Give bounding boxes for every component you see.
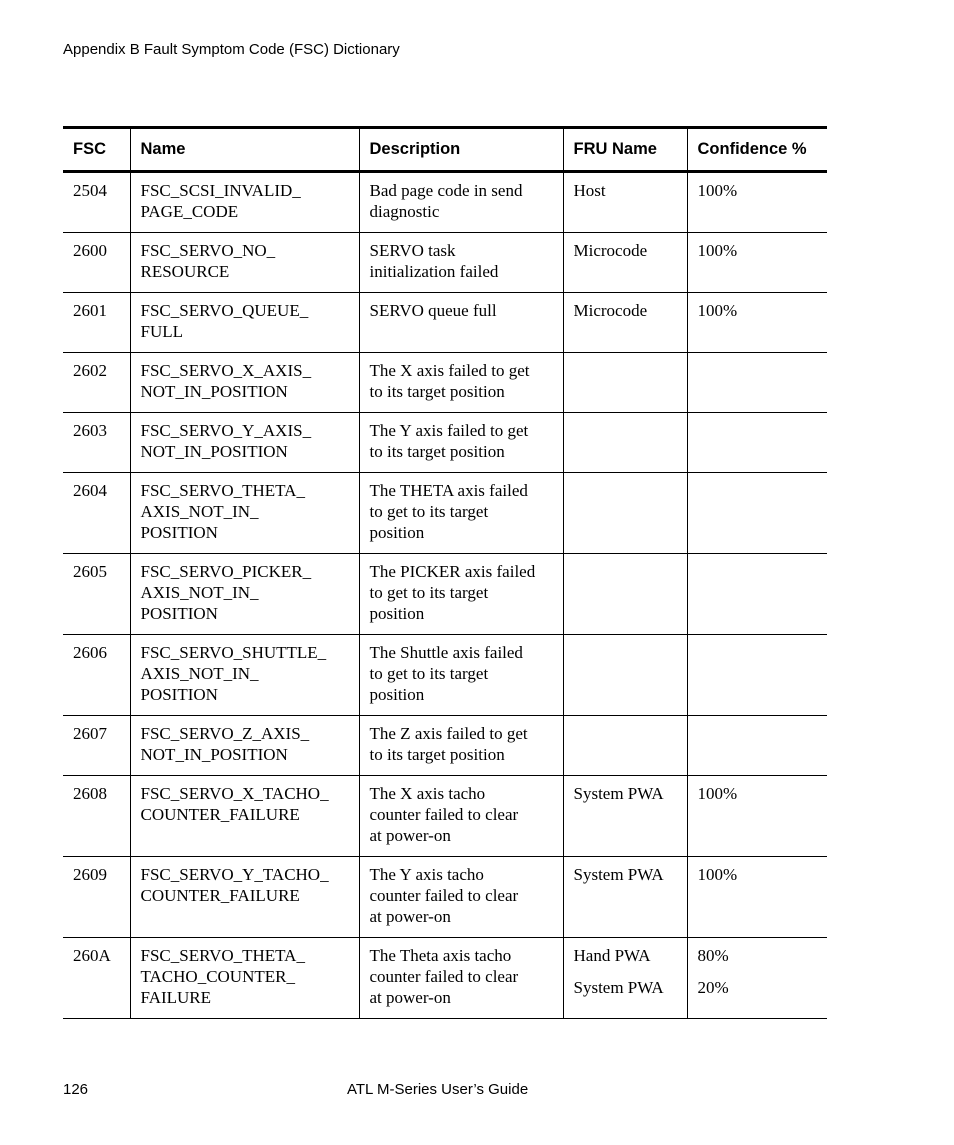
cell-fsc: 2606 bbox=[63, 635, 130, 716]
table-row bbox=[63, 293, 827, 353]
column-header-confidence: Confidence % bbox=[687, 128, 827, 172]
name-line: FSC_SERVO_THETA_ bbox=[140, 946, 305, 965]
cell-confidence bbox=[687, 554, 827, 635]
confidence-value: 100% bbox=[697, 301, 738, 320]
page-number: 126 bbox=[63, 1081, 89, 1098]
cell-name bbox=[130, 938, 359, 1019]
description-line: Bad page code in send bbox=[369, 181, 523, 200]
cell-description bbox=[359, 635, 563, 716]
confidence-value: 20% bbox=[697, 978, 729, 997]
cell-description bbox=[359, 857, 563, 938]
cell-fru-name bbox=[563, 473, 687, 554]
cell-fsc: 2605 bbox=[63, 554, 130, 635]
confidence-value: 100% bbox=[697, 865, 738, 884]
name-line: RESOURCE bbox=[140, 262, 230, 281]
description-line: to get to its target bbox=[369, 583, 489, 602]
cell-fru-name bbox=[563, 413, 687, 473]
description-line: The Shuttle axis failed bbox=[369, 643, 523, 662]
column-header-name: Name bbox=[130, 128, 359, 172]
cell-name bbox=[130, 353, 359, 413]
name-line: POSITION bbox=[140, 685, 218, 704]
name-line: AXIS_NOT_IN_ bbox=[140, 502, 259, 521]
cell-description bbox=[359, 473, 563, 554]
table-row bbox=[63, 473, 827, 554]
name-line: FSC_SERVO_Y_AXIS_ bbox=[140, 421, 312, 440]
cell-confidence bbox=[687, 716, 827, 776]
confidence-value: 100% bbox=[697, 241, 738, 260]
description-line: counter failed to clear bbox=[369, 805, 519, 824]
cell-confidence bbox=[687, 293, 827, 353]
description-line: position bbox=[369, 523, 425, 542]
cell-description bbox=[359, 716, 563, 776]
description-line: at power-on bbox=[369, 826, 451, 845]
footer-title: ATL M-Series User’s Guide bbox=[347, 1081, 529, 1098]
table-row bbox=[63, 233, 827, 293]
name-line: FSC_SERVO_NO_ bbox=[140, 241, 276, 260]
name-line: FULL bbox=[140, 322, 183, 341]
cell-name bbox=[130, 233, 359, 293]
cell-name bbox=[130, 716, 359, 776]
table-row bbox=[63, 554, 827, 635]
description-line: counter failed to clear bbox=[369, 886, 519, 905]
description-line: The X axis tacho bbox=[369, 784, 486, 803]
description-line: The Y axis failed to get bbox=[369, 421, 529, 440]
description-line: position bbox=[369, 604, 425, 623]
description-line: The PICKER axis failed bbox=[369, 562, 536, 581]
cell-description bbox=[359, 293, 563, 353]
description-line: The Z axis failed to get bbox=[369, 724, 528, 743]
name-line: PAGE_CODE bbox=[140, 202, 239, 221]
description-line: The Y axis tacho bbox=[369, 865, 484, 884]
name-line: FSC_SERVO_PICKER_ bbox=[140, 562, 312, 581]
name-line: FSC_SERVO_X_AXIS_ bbox=[140, 361, 312, 380]
column-header-fsc: FSC bbox=[73, 140, 106, 158]
name-line: FSC_SERVO_SHUTTLE_ bbox=[140, 643, 327, 662]
description-line: diagnostic bbox=[369, 202, 440, 221]
cell-confidence bbox=[687, 233, 827, 293]
cell-name bbox=[130, 172, 359, 233]
fru-name-entry: System PWA bbox=[573, 865, 664, 884]
confidence-value: 100% bbox=[697, 784, 738, 803]
cell-fsc: 2601 bbox=[63, 293, 130, 353]
cell-name bbox=[130, 413, 359, 473]
name-line: FSC_SERVO_QUEUE_ bbox=[140, 301, 309, 320]
column-header-description: Description bbox=[359, 128, 563, 172]
cell-fru-name bbox=[563, 554, 687, 635]
description-line: position bbox=[369, 685, 425, 704]
cell-confidence bbox=[687, 353, 827, 413]
fru-name-entry: Microcode bbox=[573, 301, 648, 320]
cell-fsc: 2603 bbox=[63, 413, 130, 473]
fru-name-entry: Microcode bbox=[573, 241, 648, 260]
description-line: The THETA axis failed bbox=[369, 481, 528, 500]
cell-description bbox=[359, 938, 563, 1019]
name-line: COUNTER_FAILURE bbox=[140, 886, 300, 905]
description-line: at power-on bbox=[369, 907, 451, 926]
description-line: SERVO task bbox=[369, 241, 456, 260]
cell-fru-name bbox=[563, 716, 687, 776]
name-line: FSC_SERVO_Z_AXIS_ bbox=[140, 724, 310, 743]
name-line: FSC_SERVO_X_TACHO_ bbox=[140, 784, 329, 803]
cell-fru-name bbox=[563, 172, 687, 233]
description-line: to its target position bbox=[369, 382, 505, 401]
cell-fru-name bbox=[563, 938, 687, 1019]
cell-fsc: 2602 bbox=[63, 353, 130, 413]
cell-confidence bbox=[687, 413, 827, 473]
cell-fru-name bbox=[563, 776, 687, 857]
cell-confidence bbox=[687, 635, 827, 716]
cell-fsc: 2609 bbox=[63, 857, 130, 938]
cell-fsc: 2607 bbox=[63, 716, 130, 776]
cell-confidence bbox=[687, 172, 827, 233]
table-row bbox=[63, 172, 827, 233]
cell-description bbox=[359, 413, 563, 473]
table-row bbox=[63, 857, 827, 938]
cell-fru-name bbox=[563, 293, 687, 353]
cell-description bbox=[359, 554, 563, 635]
table-row bbox=[63, 635, 827, 716]
cell-name bbox=[130, 473, 359, 554]
cell-fru-name bbox=[563, 635, 687, 716]
cell-name bbox=[130, 293, 359, 353]
fru-name-entry: Host bbox=[573, 181, 606, 200]
column-header-fru-name: FRU Name bbox=[563, 128, 687, 172]
fru-name-entry: Hand PWA bbox=[573, 946, 651, 965]
table-header-row bbox=[63, 128, 827, 172]
name-line: POSITION bbox=[140, 523, 218, 542]
description-line: to its target position bbox=[369, 442, 505, 461]
name-line: TACHO_COUNTER_ bbox=[140, 967, 295, 986]
name-line: NOT_IN_POSITION bbox=[140, 382, 288, 401]
cell-fru-name bbox=[563, 353, 687, 413]
cell-name bbox=[130, 554, 359, 635]
table-row bbox=[63, 413, 827, 473]
table-row bbox=[63, 938, 827, 1019]
cell-description bbox=[359, 172, 563, 233]
cell-confidence bbox=[687, 857, 827, 938]
cell-description bbox=[359, 233, 563, 293]
cell-confidence bbox=[687, 473, 827, 554]
name-line: FSC_SCSI_INVALID_ bbox=[140, 181, 301, 200]
cell-confidence bbox=[687, 776, 827, 857]
name-line: AXIS_NOT_IN_ bbox=[140, 664, 259, 683]
description-line: to its target position bbox=[369, 745, 505, 764]
table-row bbox=[63, 716, 827, 776]
fru-name-entry: System PWA bbox=[573, 784, 664, 803]
fru-name-entry: System PWA bbox=[573, 978, 664, 997]
table-body bbox=[63, 172, 827, 1019]
cell-fsc: 2604 bbox=[63, 473, 130, 554]
cell-description bbox=[359, 353, 563, 413]
cell-fru-name bbox=[563, 857, 687, 938]
table-row bbox=[63, 353, 827, 413]
name-line: POSITION bbox=[140, 604, 218, 623]
cell-name bbox=[130, 635, 359, 716]
name-line: AXIS_NOT_IN_ bbox=[140, 583, 259, 602]
cell-fsc: 260A bbox=[63, 938, 130, 1019]
description-line: counter failed to clear bbox=[369, 967, 519, 986]
description-line: The Theta axis tacho bbox=[369, 946, 512, 965]
cell-confidence bbox=[687, 938, 827, 1019]
description-line: to get to its target bbox=[369, 502, 489, 521]
description-line: to get to its target bbox=[369, 664, 489, 683]
name-line: FSC_SERVO_Y_TACHO_ bbox=[140, 865, 329, 884]
cell-fsc: 2600 bbox=[63, 233, 130, 293]
cell-fru-name bbox=[563, 233, 687, 293]
name-line: FAILURE bbox=[140, 988, 212, 1007]
cell-fsc: 2608 bbox=[63, 776, 130, 857]
name-line: NOT_IN_POSITION bbox=[140, 442, 288, 461]
confidence-value: 80% bbox=[697, 946, 729, 965]
cell-name bbox=[130, 776, 359, 857]
description-line: SERVO queue full bbox=[369, 301, 497, 320]
name-line: FSC_SERVO_THETA_ bbox=[140, 481, 305, 500]
cell-fsc: 2504 bbox=[63, 172, 130, 233]
description-line: at power-on bbox=[369, 988, 451, 1007]
page-header: Appendix B Fault Symptom Code (FSC) Dictionary bbox=[63, 41, 400, 58]
name-line: NOT_IN_POSITION bbox=[140, 745, 288, 764]
fsc-table bbox=[63, 126, 827, 1019]
description-line: initialization failed bbox=[369, 262, 499, 281]
name-line: COUNTER_FAILURE bbox=[140, 805, 300, 824]
cell-name bbox=[130, 857, 359, 938]
cell-description bbox=[359, 776, 563, 857]
confidence-value: 100% bbox=[697, 181, 738, 200]
table-row bbox=[63, 776, 827, 857]
description-line: The X axis failed to get bbox=[369, 361, 530, 380]
